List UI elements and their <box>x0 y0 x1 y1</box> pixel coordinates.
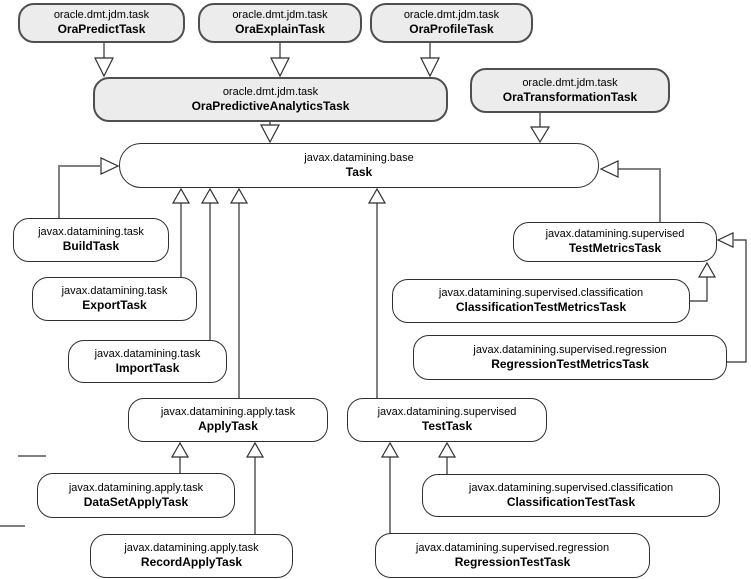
inheritance-arrowhead <box>271 58 289 76</box>
class-name-label: ClassificationTestTask <box>506 494 636 509</box>
inheritance-arrowhead <box>172 443 188 457</box>
node-regression-test-metrics-task <box>413 335 727 380</box>
inheritance-line <box>618 169 660 223</box>
inheritance-arrowhead <box>95 58 113 76</box>
node-data-set-apply-task <box>37 473 235 518</box>
class-name-label: ClassificationTestMetricsTask <box>455 300 627 315</box>
package-label: oracle.dmt.jdm.task <box>522 76 618 89</box>
node-build-task <box>13 218 169 262</box>
inheritance-arrowhead <box>261 125 279 142</box>
inheritance-line <box>727 240 746 362</box>
package-label: javax.datamining.supervised <box>377 406 517 419</box>
node-record-apply-task <box>90 534 293 578</box>
package-label: javax.datamining.supervised <box>545 228 685 241</box>
inheritance-arrowhead <box>531 127 549 142</box>
inheritance-arrowhead <box>173 189 189 203</box>
package-label: oracle.dmt.jdm.task <box>403 9 500 22</box>
inheritance-arrowhead <box>101 158 118 174</box>
class-name-label: RegressionTestTask <box>454 554 571 569</box>
inheritance-arrowhead <box>421 58 439 76</box>
inheritance-arrowhead <box>382 443 398 457</box>
inheritance-arrowhead <box>202 189 218 203</box>
node-ora-explain-task <box>198 3 362 43</box>
inheritance-line <box>59 166 100 218</box>
class-name-label: ExportTask <box>82 298 147 313</box>
package-label: javax.datamining.base <box>304 151 414 164</box>
class-name-label: ImportTask <box>115 360 180 375</box>
class-name-label: OraProfileTask <box>409 22 494 37</box>
class-name-label: TestTask <box>421 419 473 434</box>
package-label: oracle.dmt.jdm.task <box>232 9 328 22</box>
node-regression-test-task <box>375 533 650 578</box>
inheritance-arrowhead <box>699 263 715 277</box>
class-name-label: RecordApplyTask <box>140 555 243 570</box>
inheritance-arrowhead <box>718 233 733 247</box>
node-ora-predictive-analytics-task <box>93 77 448 122</box>
class-name-label: OraPredictiveAnalyticsTask <box>191 98 350 113</box>
package-label: javax.datamining.apply.task <box>160 406 296 419</box>
node-classification-test-task <box>422 474 720 517</box>
package-label: javax.datamining.supervised.regression <box>473 343 667 356</box>
node-ora-profile-task <box>370 3 533 43</box>
package-label: javax.datamining.task <box>61 285 168 298</box>
inheritance-arrowhead <box>439 443 455 457</box>
inheritance-arrowhead <box>601 161 618 177</box>
class-name-label: BuildTask <box>62 239 120 254</box>
package-label: javax.datamining.supervised.classification <box>468 481 674 494</box>
package-label: javax.datamining.task <box>38 226 144 239</box>
class-name-label: RegressionTestMetricsTask <box>491 356 649 371</box>
package-label: javax.datamining.supervised.regression <box>415 541 610 554</box>
inheritance-arrowhead <box>247 443 263 457</box>
node-ora-predict-task <box>18 3 185 43</box>
package-label: oracle.dmt.jdm.task <box>222 85 319 98</box>
package-label: javax.datamining.supervised.classification <box>438 287 644 300</box>
class-name-label: OraPredictTask <box>57 22 146 37</box>
package-label: javax.datamining.task <box>94 347 201 360</box>
node-import-task <box>68 340 227 383</box>
class-name-label: OraTransformationTask <box>502 89 638 104</box>
node-ora-transformation-task <box>470 68 670 113</box>
class-name-label: DataSetApplyTask <box>83 494 189 509</box>
node-task <box>119 143 599 188</box>
node-classification-test-metrics-task <box>392 279 690 323</box>
inheritance-line <box>690 277 707 301</box>
inheritance-arrowhead <box>231 189 247 203</box>
class-name-label: ApplyTask <box>198 419 258 434</box>
node-test-task <box>347 398 547 442</box>
class-name-label: OraExplainTask <box>235 22 325 37</box>
inheritance-arrowhead <box>369 189 385 203</box>
node-apply-task <box>128 398 328 442</box>
package-label: javax.datamining.apply.task <box>124 542 259 555</box>
package-label: javax.datamining.apply.task <box>68 481 204 494</box>
node-test-metrics-task <box>513 222 717 262</box>
node-export-task <box>32 277 197 321</box>
class-name-label: TestMetricsTask <box>568 241 662 256</box>
class-name-label: Task <box>345 164 373 179</box>
package-label: oracle.dmt.jdm.task <box>53 9 150 22</box>
